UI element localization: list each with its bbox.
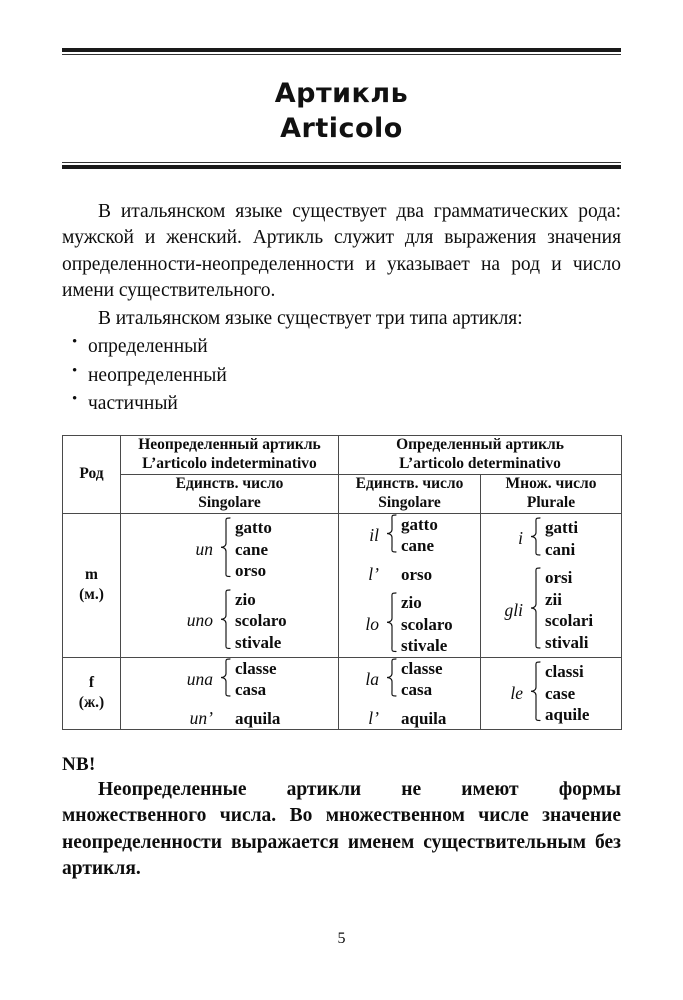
list-item: • неопределенный: [62, 362, 621, 390]
brace-icon: [530, 661, 541, 726]
article-label: l’: [368, 563, 379, 584]
article-label: la: [365, 668, 379, 689]
title-ru: Артикль: [274, 78, 409, 109]
noun: aquile: [545, 705, 590, 725]
title-rule-top: [62, 48, 621, 55]
brace-icon: [530, 567, 541, 653]
header-definite-ru: Определенный артикль: [396, 436, 564, 454]
article-group: [339, 592, 480, 657]
row-gender-masculine: [63, 513, 121, 657]
table-header-row-1: [63, 436, 622, 475]
brace-icon: [220, 517, 231, 582]
article-label: lo: [365, 613, 379, 634]
header-plural-ru: Множ. число: [505, 474, 597, 492]
article-group: [339, 658, 480, 701]
group-stack: [121, 517, 338, 653]
header-indefinite-singular: [121, 474, 339, 513]
gender-abbr: m: [85, 566, 98, 584]
header-indefinite-ru: Неопределенный артикль: [138, 436, 321, 454]
article-group: [481, 661, 621, 726]
group-stack: [339, 514, 480, 657]
brace-icon: [386, 592, 397, 657]
noun: scolari: [545, 611, 594, 631]
header-singular2-ru: Единств. число: [355, 474, 464, 492]
table-header-row-2: [63, 474, 622, 513]
article-label: un: [195, 538, 213, 559]
title-it: Articolo: [280, 113, 403, 145]
noun-list: [401, 514, 438, 557]
header-gender: Род: [63, 436, 121, 514]
noun: cani: [545, 539, 576, 559]
article-group: [481, 567, 621, 653]
cell-masculine-definite-singular: [339, 513, 481, 657]
table-row: [63, 657, 622, 730]
article-label: i: [518, 528, 523, 549]
gender-abbr: f: [88, 674, 95, 692]
noun: zio: [235, 589, 256, 609]
noun-list: [235, 658, 277, 701]
header-definite-plural: [481, 474, 622, 513]
intro-paragraph-2: В итальянском языке существует три типа артикля:: [98, 308, 523, 330]
noun-list: [401, 658, 443, 701]
brace-icon: [386, 514, 397, 557]
noun-list: [401, 708, 446, 730]
noun: stivale: [401, 636, 448, 656]
article-label: gli: [504, 599, 523, 620]
noun: cane: [401, 536, 435, 556]
group-stack: [481, 517, 621, 653]
noun: gatti: [545, 518, 579, 538]
header-singular-it: Singolare: [198, 493, 261, 511]
header-singular-ru: Единств. число: [175, 474, 284, 492]
header-indefinite-it: L’articolo indeterminativo: [142, 454, 317, 472]
list-item: • частичный: [62, 390, 621, 418]
header-singular2-it: Singolare: [378, 493, 441, 511]
noun-list: [545, 517, 578, 560]
articles-table: [62, 435, 622, 730]
noun: cane: [235, 539, 269, 559]
article-label: l’: [368, 707, 379, 728]
noun-list: [545, 567, 593, 653]
noun: gatto: [235, 518, 272, 538]
table-row: [63, 513, 622, 657]
noun: orsi: [545, 568, 573, 588]
cell-masculine-definite-plural: [481, 513, 622, 657]
noun: zii: [545, 589, 562, 609]
list-item: • определенный: [62, 333, 621, 361]
article-group: [339, 514, 480, 557]
noun: scolaro: [401, 614, 453, 634]
noun: stivale: [235, 632, 282, 652]
noun: stivali: [545, 632, 589, 652]
noun-list: [545, 661, 589, 726]
noun: classe: [401, 658, 443, 678]
noun-list: [401, 564, 432, 586]
cell-feminine-definite-singular: [339, 657, 481, 730]
noun: scolaro: [235, 611, 287, 631]
title-rule-bottom: [62, 162, 621, 169]
noun: zio: [401, 593, 422, 613]
noun-list: [235, 589, 287, 654]
table-body: [63, 513, 622, 730]
noun-list: [235, 708, 280, 730]
row-gender-feminine: [63, 657, 121, 730]
article-label: il: [369, 524, 379, 545]
noun-list: [235, 517, 272, 582]
noun: aquila: [401, 708, 447, 728]
article-label: un’: [189, 707, 213, 728]
noun: classi: [545, 662, 584, 682]
brace-icon: [386, 658, 397, 701]
rule-thick: [62, 165, 621, 169]
header-indefinite-group: [121, 436, 339, 475]
noun: casa: [235, 680, 267, 700]
article-group: [339, 708, 480, 730]
note-label: NB!: [62, 754, 96, 776]
brace-icon: [220, 589, 231, 654]
noun: aquila: [235, 708, 281, 728]
article-types-list: [62, 333, 621, 418]
cell-feminine-indefinite: [121, 657, 339, 730]
page-title: [62, 55, 621, 162]
brace-icon: [220, 658, 231, 701]
article-group: [121, 589, 338, 654]
note-text: Неопределенные артикли не имеют формы множественного числа. Во множественном числе значение неопределенности выражается именем существительным без артикля.: [62, 779, 621, 879]
noun-list: [401, 592, 453, 657]
header-definite-singular: [339, 474, 481, 513]
noun: gatto: [401, 514, 438, 534]
article-label: uno: [186, 610, 213, 631]
gender-ru: (м.): [79, 586, 104, 604]
article-group: [121, 708, 338, 730]
intro-paragraph-1: В итальянском языке существует два грамматических рода: мужской и женский. Артикль служит для выражения значения определенности-неопределенности и указывает на род и число имени существительного.: [62, 201, 621, 301]
header-definite-it: L’articolo determinativo: [399, 454, 561, 472]
noun: orso: [401, 564, 433, 584]
noun: casa: [401, 680, 433, 700]
article-group: [121, 517, 338, 582]
article-group: [121, 658, 338, 701]
brace-icon: [530, 517, 541, 560]
group-stack: [339, 658, 480, 730]
cell-feminine-definite-plural: [481, 657, 622, 730]
noun: orso: [235, 561, 267, 581]
page-number: 5: [337, 930, 346, 947]
group-stack: [481, 661, 621, 726]
article-group: [339, 564, 480, 586]
group-stack: [121, 658, 338, 730]
header-definite-group: [339, 436, 622, 475]
article-group: [481, 517, 621, 560]
noun: case: [545, 683, 576, 703]
noun: classe: [235, 658, 277, 678]
article-label: le: [510, 682, 523, 703]
article-label: una: [186, 668, 213, 689]
cell-masculine-indefinite: [121, 513, 339, 657]
header-plural-it: Plurale: [526, 493, 576, 511]
gender-ru: (ж.): [78, 694, 105, 712]
